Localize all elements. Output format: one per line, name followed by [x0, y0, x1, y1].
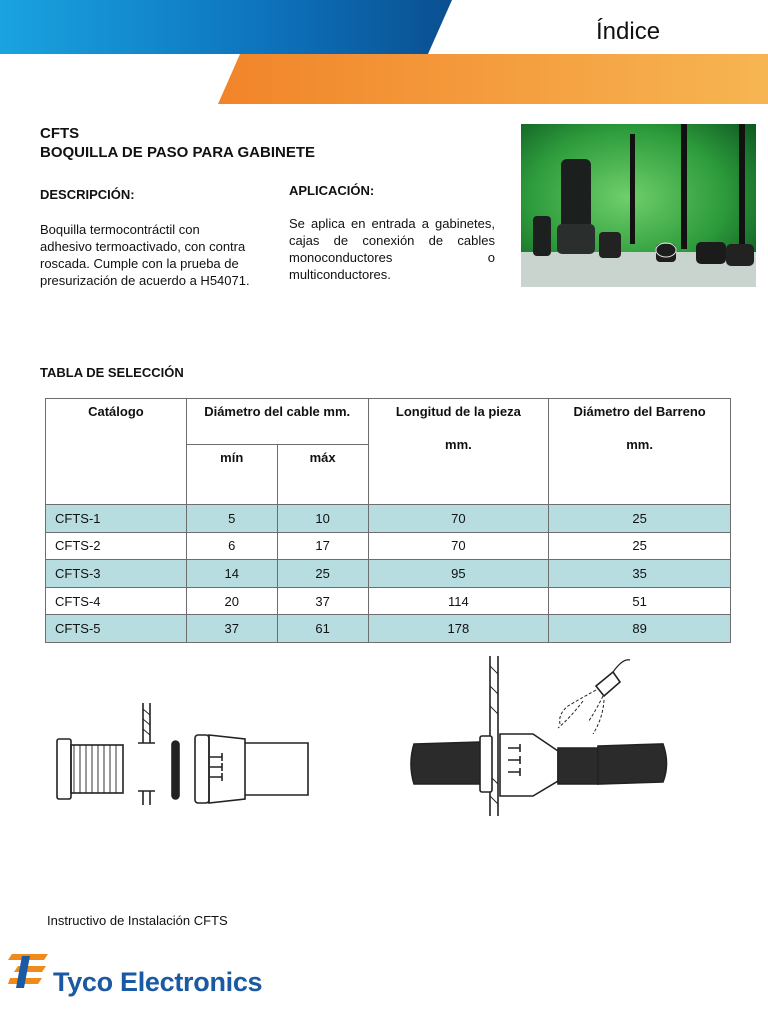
- cell-max: 37: [277, 587, 368, 615]
- cell-barreno: 35: [549, 560, 731, 588]
- brand-name: Tyco Electronics: [53, 967, 263, 997]
- header-longitud-unit: mm.: [445, 437, 472, 452]
- cell-longitud: 95: [368, 560, 549, 588]
- cell-longitud: 114: [368, 587, 549, 615]
- cell-max: 17: [277, 532, 368, 560]
- cell-barreno: 51: [549, 587, 731, 615]
- header-catalogo: Catálogo: [46, 399, 187, 505]
- cell-longitud: 70: [368, 505, 549, 533]
- product-photo: [521, 124, 756, 287]
- installation-caption: Instructivo de Instalación CFTS: [47, 913, 228, 928]
- header-max: máx: [277, 445, 368, 505]
- cell-min: 14: [186, 560, 277, 588]
- application-text: Se aplica en entrada a gabinetes, cajas de conexión de cables monoconductores o multiconductores.: [289, 216, 495, 282]
- cell-min: 6: [186, 532, 277, 560]
- cell-catalogo: CFTS-1: [46, 505, 187, 533]
- product-name: BOQUILLA DE PASO PARA GABINETE: [40, 144, 316, 161]
- cell-min: 20: [186, 587, 277, 615]
- selection-table-heading: TABLA DE SELECCIÓN: [40, 365, 184, 380]
- cell-max: 61: [277, 615, 368, 643]
- cell-barreno: 89: [549, 615, 731, 643]
- table-row: [46, 560, 731, 588]
- cell-longitud: 70: [368, 532, 549, 560]
- product-code: CFTS: [40, 125, 80, 142]
- header-longitud-label: Longitud de la pieza: [395, 404, 521, 419]
- cell-catalogo: CFTS-5: [46, 615, 187, 643]
- header-barreno-label: Diámetro del Barreno: [573, 404, 706, 419]
- cell-catalogo: CFTS-3: [46, 560, 187, 588]
- cell-barreno: 25: [549, 532, 731, 560]
- selection-table: [45, 398, 731, 643]
- cell-max: 10: [277, 505, 368, 533]
- header-banner: [0, 0, 768, 110]
- cell-min: 5: [186, 505, 277, 533]
- table-row: [46, 587, 731, 615]
- cell-catalogo: CFTS-2: [46, 532, 187, 560]
- exploded-assembly-drawing: [50, 695, 310, 810]
- header-barreno-unit: mm.: [626, 437, 653, 452]
- cell-min: 37: [186, 615, 277, 643]
- table-row: [46, 532, 731, 560]
- application-heading: APLICACIÓN:: [289, 183, 375, 198]
- product-title: [40, 124, 315, 162]
- header-diametro-cable: Diámetro del cable mm.: [186, 399, 368, 445]
- installed-assembly-drawing: [408, 656, 670, 816]
- cell-max: 25: [277, 560, 368, 588]
- table-row: [46, 615, 731, 643]
- header-barreno: [549, 399, 731, 505]
- cell-barreno: 25: [549, 505, 731, 533]
- description-heading: DESCRIPCIÓN:: [40, 187, 135, 202]
- index-link[interactable]: Índice: [596, 18, 661, 45]
- description-text: Boquilla termocontráctil con adhesivo termoactivado, con contra roscada. Cumple con la prueba de presurización de acuerdo a H54071.: [40, 222, 250, 288]
- cell-catalogo: CFTS-4: [46, 587, 187, 615]
- cell-longitud: 178: [368, 615, 549, 643]
- header-longitud: [368, 399, 549, 505]
- table-row: [46, 505, 731, 533]
- header-min: mín: [186, 445, 277, 505]
